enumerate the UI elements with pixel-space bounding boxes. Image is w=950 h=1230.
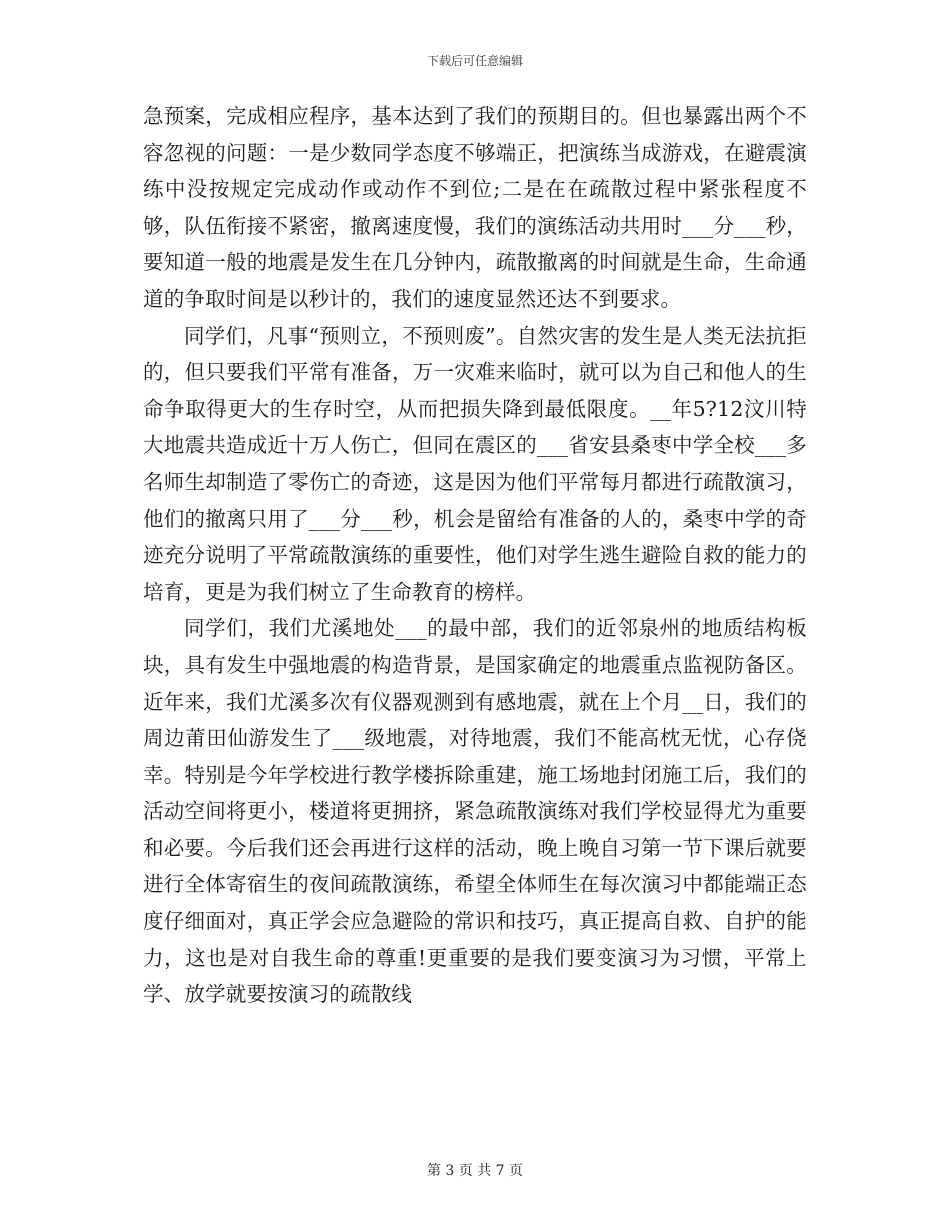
document-body	[143, 98, 807, 1013]
paragraph-1: 急预案，完成相应程序，基本达到了我们的预期目的。但也暴露出两个不容忽视的问题：一是少数同学态度不够端正，把演练当成游戏，在避震演练中没按规定完成动作或动作不到位;二是在在疏散过程中紧张程度不够，队伍衔接不紧密，撤离速度慢，我们的演练活动共用时___分___秒，要知道一般的地震是发生在几分钟内，疏散撤离的时间就是生命，生命通道的争取时间是以秒计的，我们的速度显然还达不到要求。	[143, 104, 807, 311]
paragraph-3: 同学们，我们尤溪地处___的最中部，我们的近邻泉州的地质结构板块，具有发生中强地震的构造背景，是国家确定的地震重点监视防备区。近年来，我们尤溪多次有仪器观测到有感地震，就在上个月__日，我们的周边莆田仙游发生了___级地震，对待地震，我们不能高枕无忧，心存侥幸。特别是今年学校进行教学楼拆除重建，施工场地封闭施工后，我们的活动空间将更小，楼道将更拥挤，紧急疏散演练对我们学校显得尤为重要和必要。今后我们还会再进行这样的活动，晚上晚自习第一节下课后就要进行全体寄宿生的夜间疏散演练，希望全体师生在每次演习中都能端正态度仔细面对，真正学会应急避险的常识和技巧，真正提高自救、自护的能力，这也是对自我生命的尊重!更重要的是我们要变演习为习惯，平常上学、放学就要按演习的疏散线	[143, 616, 807, 1007]
page-header: 下载后可任意编辑	[426, 54, 523, 68]
paragraph-2: 同学们，凡事“预则立，不预则废”。自然灾害的发生是人类无法抗拒的，但只要我们平常有准备，万一灾难来临时，就可以为自己和他人的生命争取得更大的生存时空，从而把损失降到最低限度。__年5?12汶川特大地震共造成近十万人伤亡，但同在震区的___省安县桑枣中学全校___多名师生却制造了零伤亡的奇迹，这是因为他们平常每月都进行疏散演习，他们的撤离只用了___分___秒，机会是留给有准备的人的，桑枣中学的奇迹充分说明了平常疏散演练的重要性，他们对学生逃生避险自救的能力的培育，更是为我们树立了生命教育的榜样。	[143, 323, 807, 604]
page-number-footer: 第 3 页 共 7 页	[426, 1163, 524, 1179]
